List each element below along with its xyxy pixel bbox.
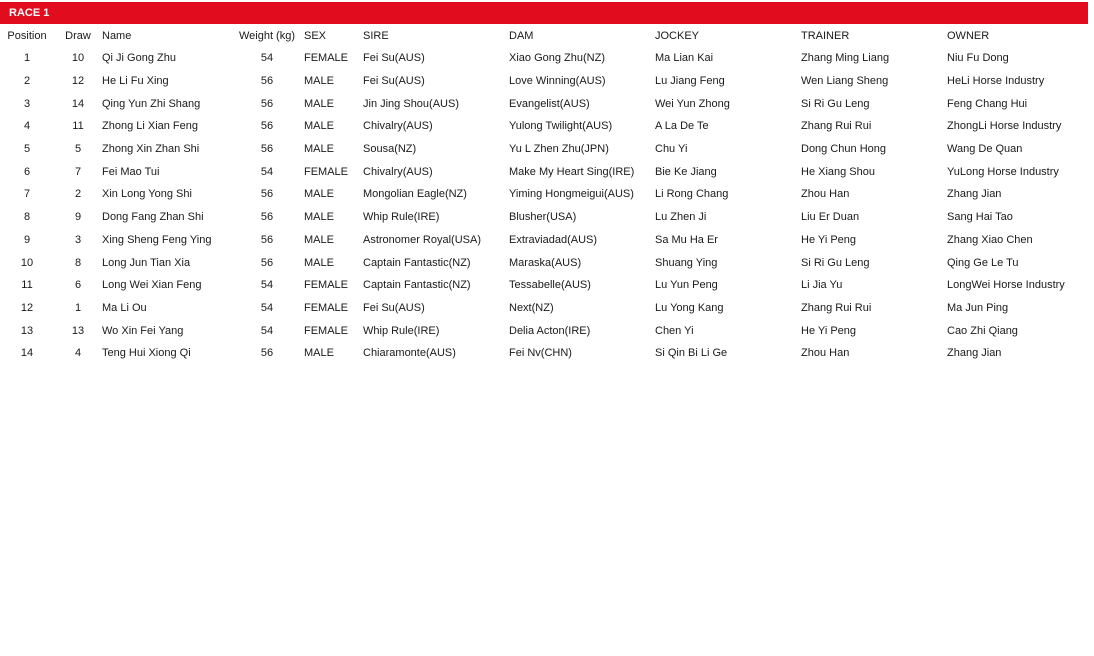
cell-draw: 11 bbox=[72, 120, 84, 133]
column-header-draw: Draw bbox=[65, 29, 91, 42]
column-header-trainer: TRAINER bbox=[801, 29, 850, 42]
table-row bbox=[0, 92, 1088, 115]
cell-position: 11 bbox=[21, 279, 33, 292]
cell-sex: MALE bbox=[304, 97, 334, 110]
cell-draw: 7 bbox=[74, 165, 82, 178]
cell-jockey: Si Qin Bi Li Ge bbox=[655, 347, 728, 360]
cell-position: 10 bbox=[20, 256, 34, 269]
table-row bbox=[0, 70, 1088, 93]
cell-trainer: He Yi Peng bbox=[801, 233, 857, 246]
cell-sire: Captain Fantastic(NZ) bbox=[363, 279, 471, 292]
cell-sex: MALE bbox=[304, 233, 334, 246]
cell-trainer: Si Ri Gu Leng bbox=[801, 97, 870, 110]
cell-jockey: Chu Yi bbox=[655, 143, 688, 156]
cell-horse-name: Long Wei Xian Feng bbox=[102, 279, 202, 292]
table-row bbox=[0, 183, 1088, 206]
table-row bbox=[0, 274, 1088, 297]
cell-draw: 12 bbox=[71, 75, 85, 88]
cell-weight: 56 bbox=[260, 120, 274, 133]
race-results-table bbox=[0, 24, 1088, 365]
cell-horse-name: Qing Yun Zhi Shang bbox=[102, 97, 201, 110]
cell-sire: Astronomer Royal(USA) bbox=[363, 233, 481, 246]
cell-dam: Xiao Gong Zhu(NZ) bbox=[509, 52, 605, 65]
cell-sex: FEMALE bbox=[304, 279, 349, 292]
cell-horse-name: Zhong Li Xian Feng bbox=[102, 120, 199, 133]
cell-owner: Zhang Jian bbox=[947, 347, 1002, 360]
cell-jockey: Wei Yun Zhong bbox=[655, 97, 730, 110]
cell-jockey: Li Rong Chang bbox=[655, 188, 729, 201]
cell-sire: Chiaramonte(AUS) bbox=[363, 347, 456, 360]
cell-position: 6 bbox=[23, 165, 31, 178]
cell-draw: 8 bbox=[74, 256, 82, 269]
cell-draw: 3 bbox=[74, 233, 82, 246]
cell-trainer: He Yi Peng bbox=[801, 324, 857, 337]
column-header-sex: SEX bbox=[304, 29, 327, 42]
cell-trainer: Dong Chun Hong bbox=[801, 143, 887, 156]
column-header-jockey: JOCKEY bbox=[655, 29, 700, 42]
cell-sire: Fei Su(AUS) bbox=[363, 75, 425, 88]
cell-owner: YuLong Horse Industry bbox=[947, 165, 1059, 178]
cell-horse-name: Long Jun Tian Xia bbox=[102, 256, 191, 269]
cell-sire: Whip Rule(IRE) bbox=[363, 211, 440, 224]
cell-jockey: Lu Yun Peng bbox=[655, 279, 718, 292]
table-row bbox=[0, 342, 1088, 365]
cell-weight: 54 bbox=[260, 301, 274, 314]
cell-owner: Ma Jun Ping bbox=[947, 301, 1009, 314]
cell-trainer: Zhang Rui Rui bbox=[801, 120, 872, 133]
cell-dam: Yu L Zhen Zhu(JPN) bbox=[509, 143, 609, 156]
cell-dam: Blusher(USA) bbox=[509, 211, 577, 224]
cell-weight: 56 bbox=[260, 75, 274, 88]
cell-horse-name: Teng Hui Xiong Qi bbox=[102, 347, 191, 360]
cell-position: 2 bbox=[23, 75, 31, 88]
cell-weight: 54 bbox=[260, 324, 274, 337]
cell-dam: Tessabelle(AUS) bbox=[509, 279, 591, 292]
table-header-row bbox=[0, 24, 1088, 47]
cell-draw: 5 bbox=[74, 143, 82, 156]
cell-sire: Whip Rule(IRE) bbox=[363, 324, 440, 337]
cell-position: 4 bbox=[23, 120, 31, 133]
cell-position: 5 bbox=[23, 143, 31, 156]
cell-draw: 4 bbox=[74, 347, 82, 360]
cell-sex: MALE bbox=[304, 143, 334, 156]
cell-sire: Mongolian Eagle(NZ) bbox=[363, 188, 467, 201]
cell-draw: 10 bbox=[71, 52, 85, 65]
table-row bbox=[0, 138, 1088, 161]
cell-weight: 54 bbox=[260, 52, 274, 65]
cell-owner: Zhang Xiao Chen bbox=[947, 233, 1033, 246]
cell-position: 3 bbox=[23, 97, 31, 110]
cell-horse-name: Fei Mao Tui bbox=[102, 165, 160, 178]
cell-weight: 56 bbox=[260, 97, 274, 110]
cell-sire: Fei Su(AUS) bbox=[363, 52, 425, 65]
cell-position: 9 bbox=[23, 233, 31, 246]
cell-trainer: Zhou Han bbox=[801, 188, 850, 201]
cell-dam: Love Winning(AUS) bbox=[509, 75, 606, 88]
cell-jockey: Chen Yi bbox=[655, 324, 694, 337]
cell-draw: 2 bbox=[74, 188, 82, 201]
cell-draw: 13 bbox=[71, 324, 85, 337]
cell-owner: Qing Ge Le Tu bbox=[947, 256, 1019, 269]
cell-weight: 56 bbox=[260, 256, 274, 269]
cell-jockey: Ma Lian Kai bbox=[655, 52, 714, 65]
table-row bbox=[0, 319, 1088, 342]
cell-trainer: Si Ri Gu Leng bbox=[801, 256, 870, 269]
cell-jockey: Shuang Ying bbox=[655, 256, 718, 269]
cell-sex: MALE bbox=[304, 256, 334, 269]
cell-owner: Niu Fu Dong bbox=[947, 52, 1009, 65]
cell-dam: Maraska(AUS) bbox=[509, 256, 582, 269]
cell-owner: Feng Chang Hui bbox=[947, 97, 1028, 110]
cell-trainer: Liu Er Duan bbox=[801, 211, 860, 224]
cell-horse-name: Ma Li Ou bbox=[102, 301, 147, 314]
column-header-name: Name bbox=[102, 29, 132, 42]
table-row bbox=[0, 160, 1088, 183]
cell-dam: Yulong Twilight(AUS) bbox=[509, 120, 613, 133]
cell-sire: Jin Jing Shou(AUS) bbox=[363, 97, 459, 110]
cell-trainer: Zhou Han bbox=[801, 347, 850, 360]
cell-owner: ZhongLi Horse Industry bbox=[947, 120, 1062, 133]
cell-sex: FEMALE bbox=[304, 324, 349, 337]
cell-trainer: Wen Liang Sheng bbox=[801, 75, 889, 88]
cell-owner: HeLi Horse Industry bbox=[947, 75, 1045, 88]
column-header-sire: SIRE bbox=[363, 29, 389, 42]
cell-jockey: Lu Yong Kang bbox=[655, 301, 724, 314]
cell-weight: 56 bbox=[260, 188, 274, 201]
results-body bbox=[0, 47, 1088, 365]
cell-horse-name: He Li Fu Xing bbox=[102, 75, 169, 88]
cell-position: 12 bbox=[20, 301, 34, 314]
cell-dam: Evangelist(AUS) bbox=[509, 97, 590, 110]
cell-sex: MALE bbox=[304, 120, 334, 133]
cell-sex: MALE bbox=[304, 188, 334, 201]
table-row bbox=[0, 206, 1088, 229]
cell-dam: Fei Nv(CHN) bbox=[509, 347, 572, 360]
cell-sex: MALE bbox=[304, 75, 334, 88]
cell-sire: Chivalry(AUS) bbox=[363, 165, 433, 178]
cell-trainer: Zhang Ming Liang bbox=[801, 52, 890, 65]
cell-dam: Delia Acton(IRE) bbox=[509, 324, 591, 337]
column-header-weight: Weight (kg) bbox=[238, 29, 296, 42]
column-header-dam: DAM bbox=[509, 29, 534, 42]
cell-position: 8 bbox=[23, 211, 31, 224]
cell-sire: Fei Su(AUS) bbox=[363, 301, 425, 314]
cell-weight: 54 bbox=[260, 279, 274, 292]
cell-owner: Sang Hai Tao bbox=[947, 211, 1013, 224]
cell-sex: MALE bbox=[304, 347, 334, 360]
cell-weight: 56 bbox=[260, 347, 274, 360]
table-row bbox=[0, 297, 1088, 320]
cell-position: 14 bbox=[20, 347, 34, 360]
cell-horse-name: Qi Ji Gong Zhu bbox=[102, 52, 176, 65]
cell-position: 7 bbox=[23, 188, 31, 201]
cell-owner: Cao Zhi Qiang bbox=[947, 324, 1018, 337]
column-header-position: Position bbox=[7, 29, 47, 42]
cell-jockey: Sa Mu Ha Er bbox=[655, 233, 718, 246]
cell-horse-name: Xing Sheng Feng Ying bbox=[102, 233, 212, 246]
cell-draw: 1 bbox=[74, 301, 82, 314]
cell-horse-name: Dong Fang Zhan Shi bbox=[102, 211, 204, 224]
cell-owner: LongWei Horse Industry bbox=[947, 279, 1065, 292]
table-row bbox=[0, 251, 1088, 274]
cell-owner: Wang De Quan bbox=[947, 143, 1023, 156]
cell-dam: Make My Heart Sing(IRE) bbox=[509, 165, 635, 178]
cell-weight: 56 bbox=[260, 211, 274, 224]
cell-trainer: Li Jia Yu bbox=[801, 279, 843, 292]
cell-horse-name: Wo Xin Fei Yang bbox=[102, 324, 184, 337]
cell-sire: Chivalry(AUS) bbox=[363, 120, 433, 133]
table-row bbox=[0, 47, 1088, 70]
cell-position: 1 bbox=[23, 52, 31, 65]
cell-sire: Sousa(NZ) bbox=[363, 143, 417, 156]
cell-draw: 14 bbox=[71, 97, 85, 110]
cell-weight: 56 bbox=[260, 143, 274, 156]
cell-jockey: Lu Jiang Feng bbox=[655, 75, 725, 88]
column-header-owner: OWNER bbox=[947, 29, 990, 42]
cell-dam: Extraviadad(AUS) bbox=[509, 233, 598, 246]
cell-draw: 6 bbox=[74, 279, 82, 292]
cell-dam: Yiming Hongmeigui(AUS) bbox=[509, 188, 634, 201]
cell-jockey: A La De Te bbox=[655, 120, 709, 133]
race-title: RACE 1 bbox=[0, 2, 1088, 24]
cell-sex: FEMALE bbox=[304, 301, 349, 314]
cell-horse-name: Zhong Xin Zhan Shi bbox=[102, 143, 200, 156]
cell-jockey: Lu Zhen Ji bbox=[655, 211, 707, 224]
cell-trainer: He Xiang Shou bbox=[801, 165, 875, 178]
cell-weight: 56 bbox=[260, 233, 274, 246]
cell-trainer: Zhang Rui Rui bbox=[801, 301, 872, 314]
cell-dam: Next(NZ) bbox=[509, 301, 554, 314]
cell-sex: FEMALE bbox=[304, 52, 349, 65]
cell-sex: MALE bbox=[304, 211, 334, 224]
cell-horse-name: Xin Long Yong Shi bbox=[102, 188, 192, 201]
cell-sex: FEMALE bbox=[304, 165, 349, 178]
cell-position: 13 bbox=[20, 324, 34, 337]
cell-owner: Zhang Jian bbox=[947, 188, 1002, 201]
cell-draw: 9 bbox=[74, 211, 82, 224]
table-row bbox=[0, 229, 1088, 252]
cell-weight: 54 bbox=[260, 165, 274, 178]
cell-jockey: Bie Ke Jiang bbox=[655, 165, 717, 178]
cell-sire: Captain Fantastic(NZ) bbox=[363, 256, 471, 269]
table-row bbox=[0, 115, 1088, 138]
